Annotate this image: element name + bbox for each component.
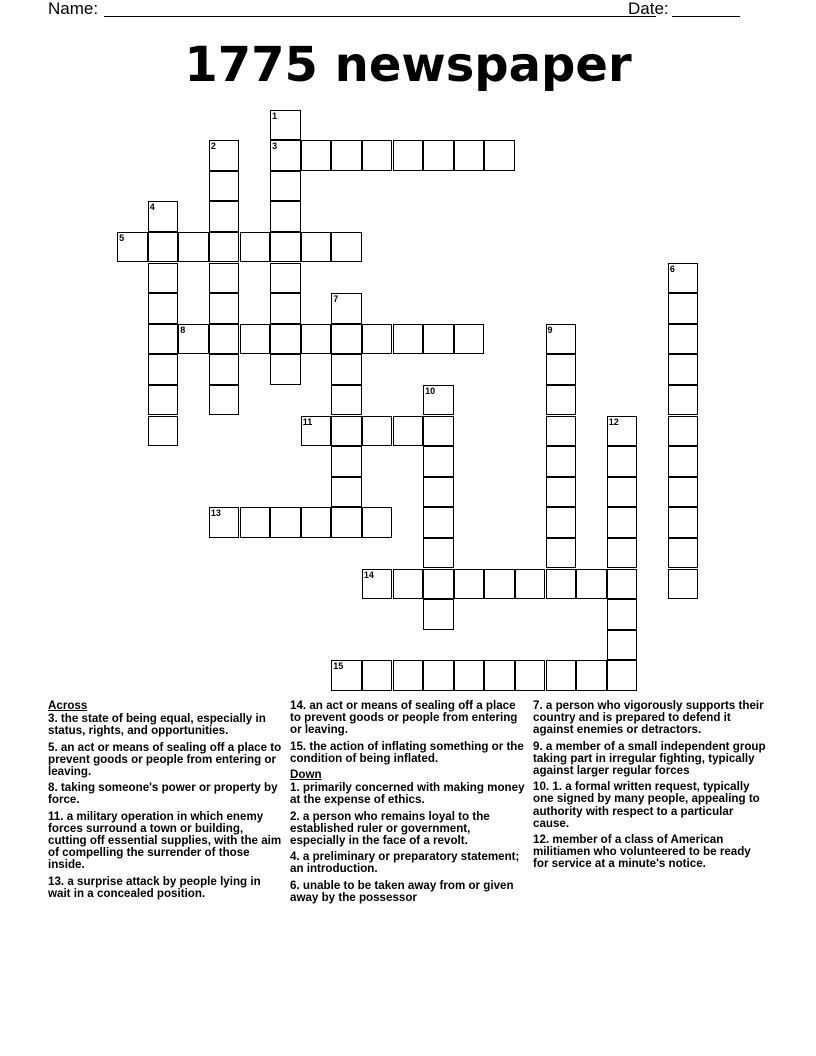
grid-cell[interactable]: [546, 324, 577, 355]
clue-item-number: 4.: [290, 850, 300, 864]
grid-cell[interactable]: [362, 324, 393, 355]
grid-cell[interactable]: [331, 140, 362, 171]
grid-cell[interactable]: [454, 324, 485, 355]
clue-number: 14: [363, 569, 374, 580]
grid-cell[interactable]: [423, 477, 454, 508]
clue-item-text: an act or means of sealing off a place to prevent goods or people from entering or leaving.: [290, 699, 518, 737]
name-label: Name:: [48, 0, 99, 18]
grid-cell[interactable]: [393, 660, 424, 691]
grid-cell[interactable]: [209, 324, 240, 355]
clue-column-2: [290, 700, 526, 908]
grid-cell[interactable]: [362, 416, 393, 447]
clue-item-text: 1. a formal written request, typically one signed by many people, appealing to authority with respect to a particular cause.: [533, 780, 760, 830]
clue-item-text: a preliminary or preparatory statement; an introduction.: [290, 850, 520, 876]
clue-section-heading: Across: [48, 699, 88, 712]
grid-cell[interactable]: [270, 140, 301, 171]
clue-item-text: a person who vigorously supports their country and is prepared to defend it against enemies or detractors.: [533, 699, 764, 737]
clue-item: [290, 851, 526, 875]
grid-cell[interactable]: [423, 385, 454, 416]
grid-cell[interactable]: [576, 569, 607, 600]
grid-cell[interactable]: [209, 232, 240, 263]
clue-item: [48, 876, 284, 900]
clue-item-text: member of a class of American militiamen who volunteered to be ready for service at a minute's notice.: [533, 833, 751, 871]
date-label: Date:: [628, 0, 669, 18]
clue-item-text: primarily concerned with making money at the expense of ethics.: [290, 781, 525, 807]
grid-cell[interactable]: [607, 569, 638, 600]
clue-item: [290, 782, 526, 806]
clue-item-text: a person who remains loyal to the established ruler or government, especially in the face of a revolt.: [290, 809, 490, 848]
clue-item-text: a military operation in which enemy forces surround a town or building, cutting off essential supplies, with the aim of compelling the surrender of those inside.: [48, 809, 282, 872]
grid-cell[interactable]: [331, 293, 362, 324]
grid-cell[interactable]: [301, 324, 332, 355]
clue-item-number: 10.: [533, 780, 550, 794]
grid-cell[interactable]: [148, 232, 179, 263]
clue-column-1: [48, 700, 284, 904]
grid-cell[interactable]: [515, 569, 546, 600]
grid-cell[interactable]: [178, 324, 209, 355]
grid-cell[interactable]: [331, 324, 362, 355]
clue-number: 4: [149, 202, 155, 213]
grid-cell[interactable]: [270, 110, 301, 141]
grid-cell[interactable]: [454, 569, 485, 600]
grid-cell[interactable]: [423, 140, 454, 171]
grid-cell[interactable]: [148, 201, 179, 232]
grid-cell[interactable]: [607, 477, 638, 508]
grid-cell[interactable]: [362, 569, 393, 600]
clue-item-number: 13.: [48, 874, 65, 888]
grid-cell[interactable]: [240, 507, 271, 538]
grid-cell[interactable]: [331, 232, 362, 263]
grid-cell[interactable]: [393, 140, 424, 171]
grid-cell[interactable]: [331, 660, 362, 691]
clue-item: [533, 834, 769, 871]
grid-cell[interactable]: [178, 232, 209, 263]
clue-item-text: a member of a small independent group taking part in irregular fighting, typically against larger regular forces: [533, 739, 766, 778]
clue-item-text: an act or means of sealing off a place to prevent goods or people from entering or leaving.: [48, 740, 282, 779]
grid-cell[interactable]: [331, 385, 362, 416]
clue-number: 6: [669, 263, 675, 274]
grid-cell[interactable]: [668, 416, 699, 447]
grid-cell[interactable]: [668, 477, 699, 508]
clue-item: [290, 811, 526, 848]
clue-item: [533, 700, 769, 737]
grid-cell[interactable]: [148, 416, 179, 447]
grid-cell[interactable]: [668, 538, 699, 569]
grid-cell[interactable]: [546, 660, 577, 691]
grid-cell[interactable]: [331, 507, 362, 538]
clue-number: 11: [302, 416, 313, 427]
clue-item-number: 5.: [48, 740, 58, 754]
clue-item-number: 14.: [290, 699, 307, 712]
grid-cell[interactable]: [484, 660, 515, 691]
clue-item: [290, 880, 526, 904]
clue-number: 10: [425, 385, 436, 396]
grid-cell[interactable]: [209, 201, 240, 232]
clue-column-3: [533, 700, 769, 875]
clue-item-number: 11.: [48, 809, 64, 823]
grid-cell[interactable]: [270, 507, 301, 538]
grid-cell[interactable]: [607, 630, 638, 661]
clue-number: 3: [272, 141, 278, 152]
grid-cell[interactable]: [454, 660, 485, 691]
grid-cell[interactable]: [423, 416, 454, 447]
grid-cell[interactable]: [209, 354, 240, 385]
grid-cell[interactable]: [331, 416, 362, 447]
grid-cell[interactable]: [607, 538, 638, 569]
grid-cell[interactable]: [362, 140, 393, 171]
grid-cell[interactable]: [423, 569, 454, 600]
grid-cell[interactable]: [546, 477, 577, 508]
clue-item: [48, 811, 284, 872]
page-title: 1775 newspaper: [184, 37, 632, 93]
grid-cell[interactable]: [576, 660, 607, 691]
clue-number: 1: [272, 110, 278, 121]
grid-cell[interactable]: [270, 171, 301, 202]
grid-cell[interactable]: [668, 354, 699, 385]
grid-cell[interactable]: [270, 324, 301, 355]
grid-cell[interactable]: [668, 324, 699, 355]
grid-cell[interactable]: [546, 385, 577, 416]
grid-cell[interactable]: [393, 324, 424, 355]
clue-item-text: taking someone's power or property by force.: [48, 781, 278, 807]
grid-cell[interactable]: [301, 232, 332, 263]
clue-number: 13: [210, 508, 221, 519]
clue-item-number: 7.: [533, 699, 543, 712]
clue-item-text: a surprise attack by people lying in wait in a concealed position.: [48, 874, 261, 900]
grid-cell[interactable]: [607, 446, 638, 477]
grid-cell[interactable]: [209, 171, 240, 202]
grid-cell[interactable]: [423, 599, 454, 630]
clue-item-number: 6.: [290, 878, 300, 892]
grid-cell[interactable]: [423, 507, 454, 538]
grid-cell[interactable]: [546, 538, 577, 569]
clue-item: [48, 742, 284, 779]
clue-number: 9: [547, 324, 553, 335]
clue-item: [290, 741, 526, 765]
grid-cell[interactable]: [607, 599, 638, 630]
grid-cell[interactable]: [148, 354, 179, 385]
grid-cell[interactable]: [454, 140, 485, 171]
clue-number: 5: [119, 232, 125, 243]
grid-cell[interactable]: [209, 263, 240, 294]
grid-cell[interactable]: [423, 324, 454, 355]
grid-cell[interactable]: [331, 446, 362, 477]
grid-cell[interactable]: [362, 660, 393, 691]
grid-cell[interactable]: [301, 507, 332, 538]
grid-cell[interactable]: [209, 507, 240, 538]
grid-cell[interactable]: [484, 140, 515, 171]
grid-cell[interactable]: [270, 232, 301, 263]
clue-item: [48, 782, 284, 806]
grid-cell[interactable]: [607, 416, 638, 447]
clue-item: [48, 713, 284, 737]
clue-item-text: unable to be taken away from or given away by the possessor: [290, 878, 514, 904]
clue-number: 12: [608, 416, 619, 427]
clue-item-number: 15.: [290, 739, 307, 753]
clue-item-number: 1.: [290, 781, 300, 795]
clue-item-number: 2.: [290, 809, 300, 823]
grid-cell[interactable]: [668, 569, 699, 600]
grid-cell[interactable]: [423, 538, 454, 569]
grid-cell[interactable]: [148, 385, 179, 416]
grid-cell[interactable]: [148, 293, 179, 324]
grid-cell[interactable]: [148, 263, 179, 294]
grid-cell[interactable]: [393, 569, 424, 600]
grid-cell[interactable]: [484, 569, 515, 600]
grid-cell[interactable]: [668, 446, 699, 477]
clue-item-text: the state of being equal, especially in status, rights, and opportunities.: [48, 712, 266, 738]
grid-cell[interactable]: [301, 140, 332, 171]
grid-cell[interactable]: [546, 569, 577, 600]
grid-cell[interactable]: [668, 385, 699, 416]
grid-cell[interactable]: [546, 507, 577, 538]
clue-number: 15: [333, 661, 344, 672]
grid-cell[interactable]: [240, 232, 271, 263]
clue-number: 2: [210, 141, 216, 152]
grid-cell[interactable]: [546, 416, 577, 447]
grid-cell[interactable]: [607, 507, 638, 538]
grid-cell[interactable]: [668, 263, 699, 294]
grid-cell[interactable]: [546, 354, 577, 385]
grid-cell[interactable]: [270, 201, 301, 232]
clue-number: 8: [180, 324, 186, 335]
grid-cell[interactable]: [331, 477, 362, 508]
clue-item: [290, 700, 526, 737]
grid-cell[interactable]: [393, 416, 424, 447]
clue-item-number: 8.: [48, 781, 58, 795]
grid-cell[interactable]: [546, 446, 577, 477]
grid-cell[interactable]: [331, 354, 362, 385]
grid-cell[interactable]: [148, 324, 179, 355]
clue-item: [533, 741, 769, 778]
grid-cell[interactable]: [240, 324, 271, 355]
grid-cell[interactable]: [270, 354, 301, 385]
grid-cell[interactable]: [423, 660, 454, 691]
grid-cell[interactable]: [515, 660, 546, 691]
grid-cell[interactable]: [117, 232, 148, 263]
clue-item: [533, 781, 769, 830]
grid-cell[interactable]: [668, 293, 699, 324]
clue-item-number: 9.: [533, 739, 543, 753]
clue-item-text: the action of inflating something or the condition of being inflated.: [290, 739, 524, 765]
grid-cell[interactable]: [301, 416, 332, 447]
grid-cell[interactable]: [270, 263, 301, 294]
grid-cell[interactable]: [607, 660, 638, 691]
grid-cell[interactable]: [209, 293, 240, 324]
grid-cell[interactable]: [362, 507, 393, 538]
clue-item-number: 12.: [533, 833, 550, 847]
clue-section-heading: Down: [290, 768, 322, 782]
clue-item-number: 3.: [48, 712, 58, 726]
clue-number: 7: [333, 294, 339, 305]
grid-cell[interactable]: [423, 446, 454, 477]
grid-cell[interactable]: [209, 140, 240, 171]
grid-cell[interactable]: [209, 385, 240, 416]
grid-cell[interactable]: [270, 293, 301, 324]
grid-cell[interactable]: [668, 507, 699, 538]
